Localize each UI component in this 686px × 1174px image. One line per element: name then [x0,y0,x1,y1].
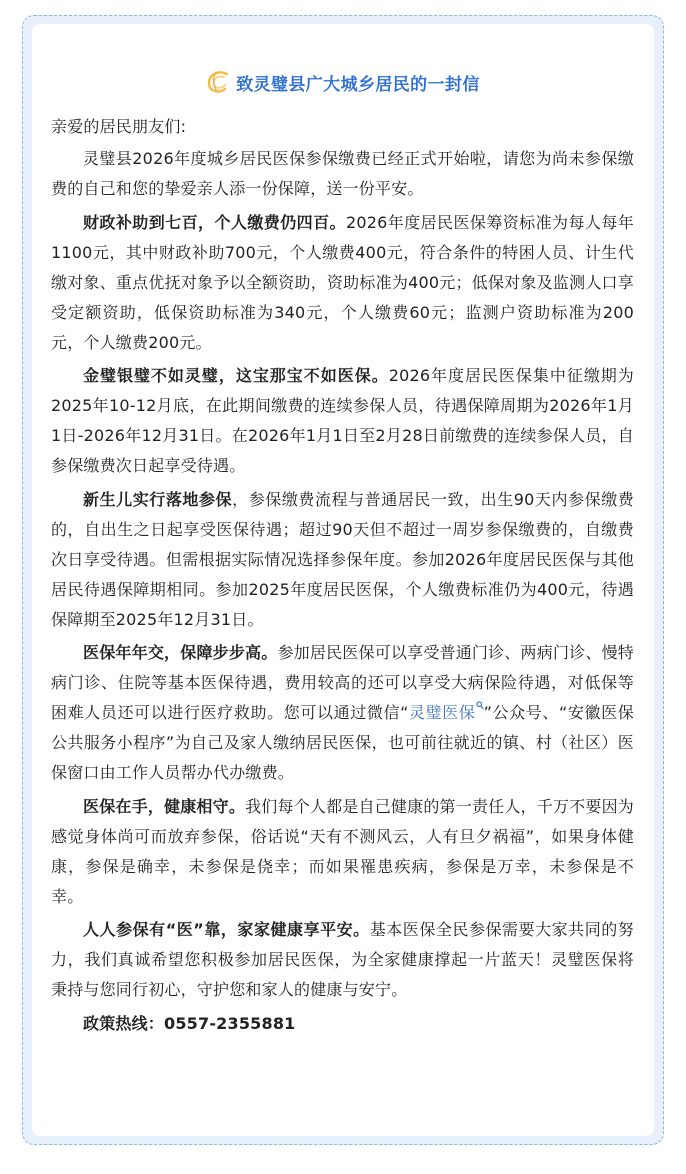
intro-paragraph: 灵璧县2026年度城乡居民医保参保缴费已经正式开始啦，请您为尚未参保缴费的自己和您的挚爱亲人添一份保障，送一份平安。 [51,149,634,198]
paragraph-health [51,792,634,912]
paragraph-appeal [51,915,634,1005]
letter-body [51,112,634,1039]
paragraph-newborn [51,485,634,635]
paragraph-text: 参加居民医保可以享受普通门诊、两病门诊、慢特病门诊、住院等基本医保待遇，费用较高的还可以享受大病保险待遇，对低保等困难人员还可以进行医疗救助。您可以通过微信“ [51,643,634,722]
paragraph-heading: 财政补助到七百，个人缴费仍四百。 [83,212,346,232]
paragraph-heading: 金璧银璧不如灵璧，这宝那宝不如医保。 [83,366,389,385]
swirl-emblem-icon [205,69,233,95]
paragraph-heading: 医保年年交，保障步步高。 [83,643,278,662]
letter-card [32,24,654,1136]
paragraph-heading: 人人参保有“医”靠，家家健康享平安。 [83,920,370,939]
paragraph-text: 2026年度居民医保集中征缴期为2025年10-12月底，在此期间缴费的连续参保人员，待遇保障周期为2026年1月1日-2026年12月31日。在2026年1月1日至2月28日前缴费的连续参保人员，自参保缴费次日起享受待遇。 [51,366,634,475]
paragraph-text: 基本医保全民参保需要大家共同的努力，我们真诚希望您积极参加居民医保，为全家健康撑起一片蓝天！灵璧医保将秉持与您同行初心，守护您和家人的健康与安宁。 [51,920,634,999]
policy-hotline: 政策热线：0557-2355881 [83,1013,296,1033]
paragraph-heading: 新生儿实行落地参保 [83,489,233,509]
wechat-account-link[interactable]: 灵璧医保 [408,703,476,722]
letter-frame [22,15,664,1145]
salutation: 亲爱的居民朋友们: [51,117,187,136]
paragraph-heading: 医保在手，健康相守。 [83,796,246,816]
paragraph-text: 我们每个人都是自己健康的第一责任人，千万不要因为感觉身体尚可而放弃参保，俗话说“天有不测风云，人有旦夕祸福”，如果身体健康，参保是确幸，未参保是侥幸；而如果罹患疾病，参保是万幸，未参保是不幸。 [51,796,634,906]
paragraph-text: 2026年度居民医保筹资标准为每人每年1100元，其中财政补助700元，个人缴费400元，符合条件的特困人员、计生代缴对象、重点优抚对象予以全额资助，资助标准为400元；低保对象及监测人口享受定额资助，低保资助标准为340元，个人缴费60元；监测户资助标准为200元，个人缴费200元。 [51,212,634,352]
paragraph-text: ”公众号、“安徽医保公共服务小程序”为自己及家人缴纳居民医保，也可前往就近的镇、村（社区）医保窗口由工作人员帮办代办缴费。 [51,703,634,782]
title-row [51,64,634,100]
paragraph-benefits [51,638,634,788]
search-icon[interactable] [476,701,484,710]
paragraph-collection-period [51,361,634,481]
paragraph-subsidy [51,208,634,358]
letter-title: 致灵璧县广大城乡居民的一封信 [236,74,480,95]
paragraph-text: ，参保缴费流程与普通居民一致，出生90天内参保缴费的，自出生之日起享受医保待遇；超过90天但不超过一周岁参保缴费的，自缴费次日享受待遇。但需根据实际情况选择参保年度。参加2026年度居民医保与其他居民待遇保障期相同。参加2025年度居民医保，个人缴费标准仍为400元，待遇保障期至2025年12月31日。 [51,489,634,629]
